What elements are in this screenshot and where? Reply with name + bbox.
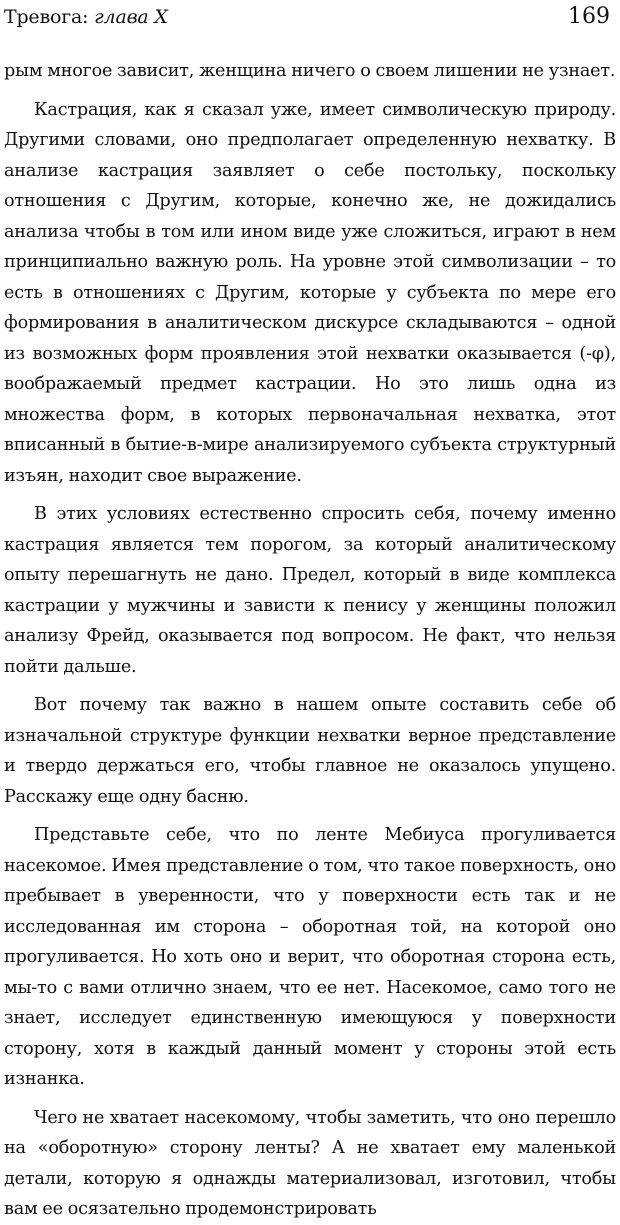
paragraph-2: Кастрация, как я сказал уже, имеет символическую природу. Другими словами, оно предполагает определенную нехватку. В анализе кастрация заявляет о себе постольку, поскольку отношения с Другим, которые, конечно же, не дожидались анализа чтобы в том или ином виде уже сложиться, играют в нем принципиально важную роль. На уровне этой символизации – то есть в отношениях с Другим, которые у субъекта по мере его формирования в аналитическом дискурсе складываются – одной из возможных форм проявления этой нехватки оказывается (-φ), воображаемый предмет кастрации. Но это лишь одна из множества форм, в которых первоначальная нехватка, этот вписанный в бытие-в-мире анализируемого субъекта структурный изъян, находит свое выражение. bbox=[4, 99, 616, 486]
page-header bbox=[4, 2, 614, 36]
paragraph-3: В этих условиях естественно спросить себя, почему именно кастрация является тем порогом, за который аналитическому опыту перешагнуть не дано. Предел, который в виде комплекса кастрации у мужчины и зависти к пенису у женщины положил анализу Фрейд, оказывается под вопросом. Не факт, что нельзя пойти дальше. bbox=[4, 504, 616, 677]
body-text bbox=[4, 56, 616, 1225]
paragraph-4: Вот почему так важно в нашем опыте составить себе об изначальной структуре функции нехватки верное представление и твердо держаться его, чтобы главное не оказалось упущено. Расскажу еще одну басню. bbox=[4, 695, 616, 807]
running-head-chapter: глава X bbox=[94, 6, 168, 28]
paragraph-6: Чего не хватает насекомому, чтобы заметить, что оно перешло на «оборотную» сторону ленты? А не хватает ему маленькой детали, которую я однажды материализовал, изготовил, чтобы вам ее осязательно продемонстрировать bbox=[4, 1107, 616, 1219]
paragraph-5: Представьте себе, что по ленте Мебиуса прогуливается насекомое. Имея представление о том, что такое поверхность, оно пребывает в уверенности, что у поверхности есть так и не исследованная им сторона – оборотная той, на которой оно прогуливается. Но хоть оно и верит, что оборотная сторона есть, мы-то с вами отлично знаем, что ее нет. Насекомое, само того не знает, исследует единственную имеющуюся у поверхности сторону, хотя в каждый данный момент у стороны этой есть изнанка. bbox=[4, 825, 616, 1089]
running-head-title: Тревога: bbox=[4, 6, 95, 28]
paragraph-1: рым многое зависит, женщина ничего о своем лишении не узнает. bbox=[4, 61, 616, 81]
page-number: 169 bbox=[568, 4, 610, 29]
running-head bbox=[4, 6, 168, 28]
